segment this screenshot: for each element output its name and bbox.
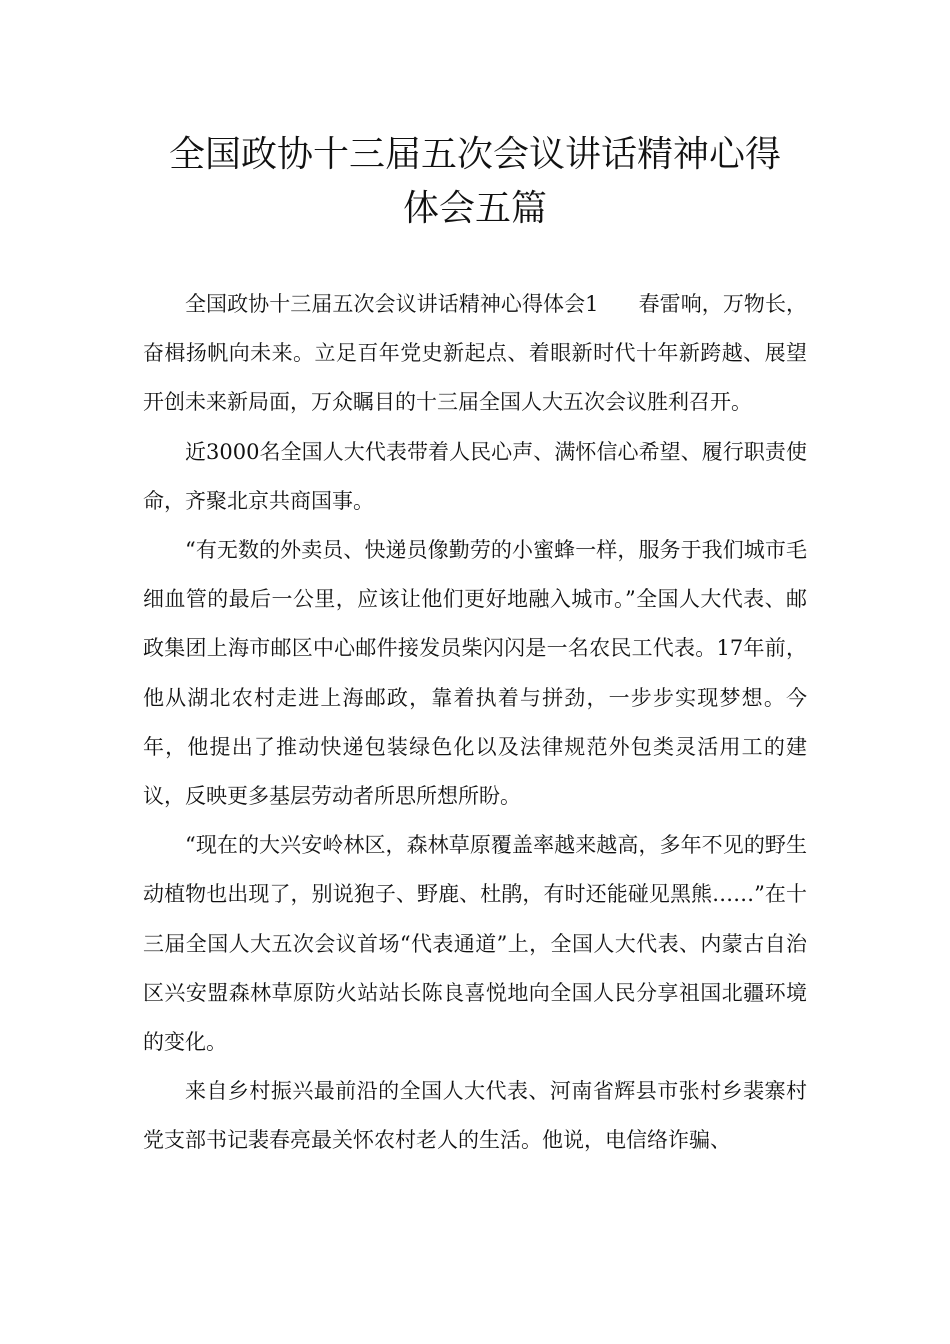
document-body <box>143 280 807 1166</box>
section-heading: 全国政协十三届五次会议讲话精神心得体会1 <box>185 292 599 316</box>
paragraph-1-text: 春雷响，万物长，奋楫扬帆向未来。立足百年党史新起点、着眼新时代十年新跨越、展望开创未来新局面，万众瞩目的十三届全国人大五次会议胜利召开。 <box>143 292 808 415</box>
paragraph-5: 来自乡村振兴最前沿的全国人大代表、河南省辉县市张村乡裴寨村党支部书记裴春亮最关怀农村老人的生活。他说，电信络诈骗、 <box>143 1079 807 1153</box>
paragraph-4: “现在的大兴安岭林区，森林草原覆盖率越来越高，多年不见的野生动植物也出现了，别说狍子、野鹿、杜鹃，有时还能碰见黑熊……”在十三届全国人大五次会议首场“代表通道”上，全国人大代表、内蒙古自治区兴安盟森林草原防火站站长陈良喜悦地向全国人民分享祖国北疆环境的变化。 <box>143 833 807 1055</box>
title-line-1: 全国政协十三届五次会议讲话精神心得 <box>168 134 781 175</box>
paragraph-2: 近3000名全国人大代表带着人民心声、满怀信心希望、履行职责使命，齐聚北京共商国事。 <box>143 439 807 513</box>
paragraph-3: “有无数的外卖员、快递员像勤劳的小蜜蜂一样，服务于我们城市毛细血管的最后一公里，应该让他们更好地融入城市。”全国人大代表、邮政集团上海市邮区中心邮件接发员柴闪闪是一名农民工代表。17年前，他从湖北农村走进上海邮政，靠着执着与拼劲，一步步实现梦想。今年，他提出了推动快递包装绿色化以及法律规范外包类灵活用工的建议，反映更多基层劳动者所思所想所盼。 <box>143 538 807 809</box>
title-line-2: 体会五篇 <box>402 188 547 229</box>
document-title <box>120 128 830 236</box>
paragraph-1 <box>143 280 807 428</box>
